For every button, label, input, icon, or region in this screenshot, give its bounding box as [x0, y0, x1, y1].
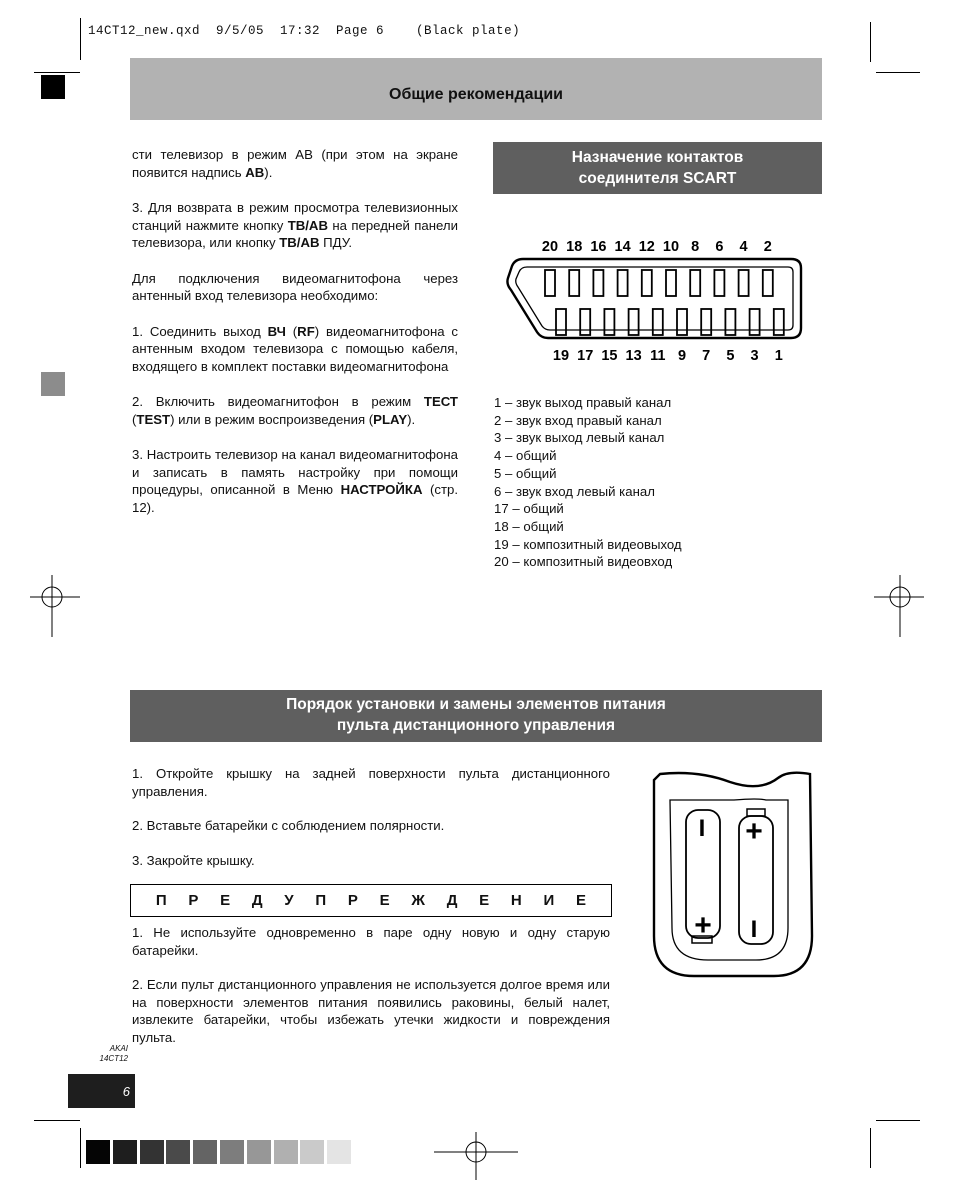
scart-pin-slot [556, 309, 566, 335]
footer-model-label [96, 1044, 128, 1064]
black-marker-square [41, 75, 65, 99]
crop-mark [870, 1128, 871, 1168]
left-paragraph: сти телевизор в режим АВ (при этом на экране появится надпись АВ). [132, 147, 458, 180]
scart-pin-slot [593, 270, 603, 296]
scart-pin-list [494, 394, 794, 571]
scart-pin-number-bottom: 7 [702, 348, 711, 364]
warning-title-letter: Р [347, 892, 358, 909]
slug-line: 14CT12_new.qxd 9/5/05 17:32 Page 6 (Black plate) [88, 24, 521, 38]
scart-pin-number-top: 14 [614, 239, 631, 255]
battery-heading-line2: пульта дистанционного управления [336, 717, 616, 734]
crop-mark [876, 72, 920, 73]
scart-pin-slot [629, 309, 639, 335]
page-number: 6 [122, 1084, 130, 1099]
minus-terminal-icon: I [698, 815, 706, 842]
scart-pin-slot [580, 309, 590, 335]
color-swatch [327, 1140, 351, 1164]
warning-title-letter: Е [575, 892, 586, 909]
header-bar [130, 58, 822, 120]
scart-pin-slot [604, 309, 614, 335]
warning-title-letter: И [543, 892, 555, 909]
color-swatch [220, 1140, 244, 1164]
scart-pin-slot [714, 270, 724, 296]
scart-pin-number-top: 18 [566, 239, 583, 255]
scart-pin-number-top: 12 [638, 239, 655, 255]
color-swatch [274, 1140, 298, 1164]
scart-pin-number-bottom: 15 [601, 348, 618, 364]
crop-mark [870, 22, 871, 62]
scart-pin-number-top: 6 [715, 239, 724, 255]
scart-pin-slot [653, 309, 663, 335]
scart-pin-item: 18 – общий [494, 518, 564, 534]
crop-mark [34, 72, 80, 73]
remote-battery-illustration [648, 768, 820, 984]
scart-pin-item: 3 – звук выход левый канал [494, 430, 665, 446]
crop-mark [80, 1128, 81, 1168]
left-paragraph: 3. Настроить телевизор на канал видеомагнитофона и записать в память настройку при помощи процедуры, описанной в Меню НАСТРОЙКА (стр. 12). [132, 447, 459, 515]
scart-pin-number-bottom: 3 [750, 348, 759, 364]
scart-pin-number-bottom: 9 [677, 348, 687, 364]
color-swatch [140, 1140, 164, 1164]
footer-model: 14CT12 [99, 1054, 128, 1063]
color-swatch [166, 1140, 190, 1164]
warning-title-letter: Е [479, 892, 490, 909]
scart-pin-slot [763, 270, 773, 296]
scart-pin-slot [569, 270, 579, 296]
registration-mark-left [30, 575, 80, 637]
warning-text [132, 924, 610, 1063]
battery-step: 1. Откройте крышку на задней поверхности пульта дистанционного управления. [132, 766, 610, 799]
warning-title-letter: Р [188, 892, 199, 909]
scart-pin-item: 4 – общий [494, 448, 557, 464]
scart-pin-slot [666, 270, 676, 296]
scart-pin-number-bottom: 19 [552, 348, 570, 364]
scart-pin-item: 19 – композитный видеовыход [494, 536, 682, 552]
battery-steps [132, 765, 610, 886]
color-swatch [300, 1140, 324, 1164]
page-number-block [68, 1074, 135, 1108]
scart-pin-slot [774, 309, 784, 335]
battery-heading [130, 690, 822, 742]
scart-pin-number-top: 16 [590, 239, 607, 255]
warning-title-letter: Д [251, 892, 263, 909]
minus-terminal-icon: I [750, 916, 758, 943]
warning-title-letter: Е [220, 892, 231, 909]
color-swatch [113, 1140, 137, 1164]
scart-pin-slot [545, 270, 555, 296]
battery-step: 2. Вставьте батарейки с соблюдением полярности. [132, 818, 445, 833]
scart-pin-slot [690, 270, 700, 296]
scart-pin-number-bottom: 5 [726, 348, 735, 364]
warning-title-letter: Ж [411, 892, 425, 909]
scart-pin-slot [642, 270, 652, 296]
scart-pin-number-top: 2 [763, 239, 772, 255]
scart-pin-slot [701, 309, 711, 335]
warning-item: 2. Если пульт дистанционного управления не используется долгое время или на поверхности элементов питания появились раковины, белый налет, извлеките батарейки, чтобы избежать утечки жидкости и повреждения пульта. [132, 977, 610, 1045]
scart-pin-number-bottom: 17 [577, 348, 594, 364]
scart-pin-number-bottom: 1 [774, 348, 783, 364]
grey-marker-square [41, 372, 65, 396]
plus-terminal-icon: + [694, 909, 712, 942]
crop-mark [34, 1120, 80, 1121]
crop-mark [876, 1120, 920, 1121]
registration-mark-bottom [434, 1132, 518, 1180]
scart-pin-slot [677, 309, 687, 335]
crop-mark [80, 18, 81, 60]
scart-pin-item: 2 – звук вход правый канал [494, 412, 662, 428]
scart-pin-number-top: 20 [541, 239, 559, 255]
scart-pin-item: 5 – общий [494, 465, 557, 481]
warning-title-letter: П [315, 892, 327, 909]
plus-terminal-icon: + [745, 815, 763, 848]
left-paragraph: 2. Включить видеомагнитофон в режим ТЕСТ (TEST) или в режим воспроизведения (PLAY). [132, 394, 458, 427]
warning-title-letter: Н [510, 892, 522, 909]
scart-pin-item: 1 – звук выход правый канал [494, 395, 672, 410]
scart-pin-number-top: 4 [739, 239, 748, 255]
left-paragraph: Для подключения видеомагнитофона через антенный вход телевизора необходимо: [132, 270, 458, 303]
scart-heading-line1: Назначение контактов [571, 149, 744, 166]
scart-pin-item: 6 – звук вход левый канал [494, 483, 655, 499]
scart-pin-number-bottom: 11 [650, 348, 666, 364]
scart-pin-slot [750, 309, 760, 335]
warning-title-box [130, 884, 612, 917]
warning-title-letter: У [284, 892, 294, 909]
scart-connector-diagram [505, 232, 805, 366]
registration-mark-right [874, 575, 924, 637]
left-column-text [132, 146, 458, 534]
scart-heading [493, 142, 822, 194]
warning-title-letter: П [155, 892, 167, 909]
footer-brand: AKAI [109, 1044, 128, 1053]
left-paragraph: 3. Для возврата в режим просмотра телевизионных станций нажмите кнопку ТВ/АВ на передней панели телевизора, или кнопку ТВ/АВ ПДУ. [132, 200, 458, 250]
scart-heading-line2: соединителя SCART [578, 170, 737, 187]
scart-pin-slot [725, 309, 735, 335]
left-paragraph: 1. Соединить выход ВЧ (RF) видеомагнитофона с антенным входом телевизора с помощью кабеля, входящего в комплект поставки видеомагнитофона [132, 323, 459, 374]
scart-pin-number-top: 10 [662, 239, 680, 255]
color-swatch [86, 1140, 110, 1164]
battery-heading-line1: Порядок установки и замены элементов питания [286, 696, 666, 713]
scart-pin-item: 17 – общий [494, 501, 564, 517]
scart-pin-slot [618, 270, 628, 296]
scart-pin-number-top: 8 [691, 239, 700, 255]
scart-pin-number-bottom: 13 [625, 348, 642, 364]
color-swatch [193, 1140, 217, 1164]
color-swatch [247, 1140, 271, 1164]
warning-item: 1. Не используйте одновременно в паре одну новую и одну старую батарейки. [132, 925, 610, 958]
scart-pin-slot [739, 270, 749, 296]
page-title: Общие рекомендации [389, 86, 563, 103]
battery-step: 3. Закройте крышку. [132, 852, 255, 868]
warning-title-letter: Е [379, 892, 390, 909]
scart-pin-item: 20 – композитный видеовход [494, 554, 673, 570]
warning-title-letter: Д [446, 892, 458, 909]
